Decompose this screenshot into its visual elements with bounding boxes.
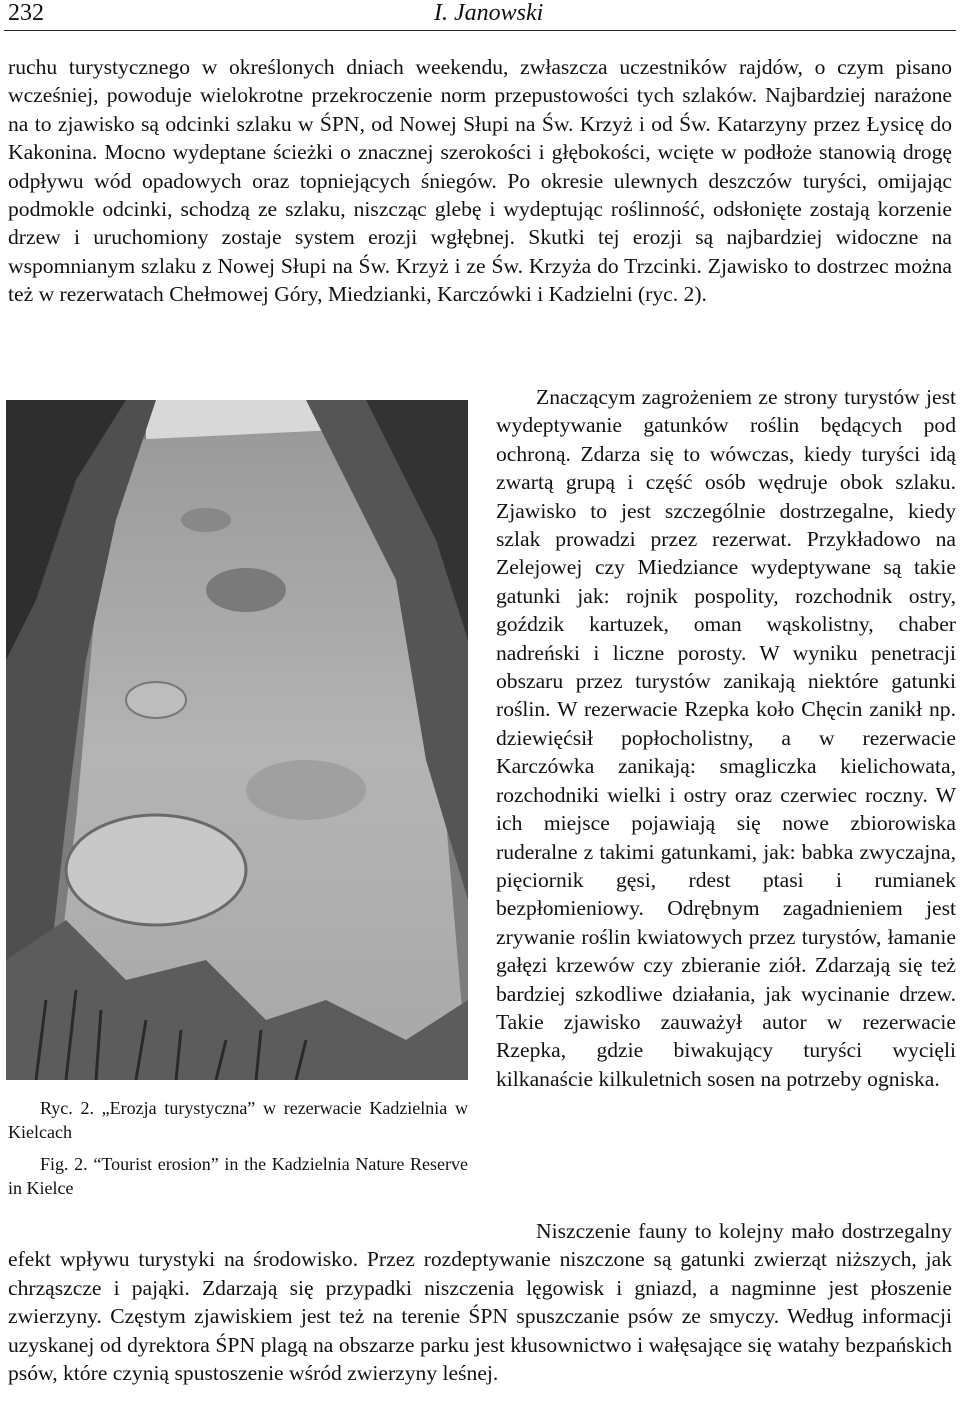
running-head-author: I. Janowski	[434, 0, 544, 26]
paragraph-2: Znaczącym zagrożeniem ze strony turystów jest wydeptywanie gatunków roślin będących pod ochroną. Zdarza się to wówczas, kiedy turyści idą zwartą grupą i część osób wędruje obok szlaku. Zjawisko to jest szczególnie dostrzegalne, kiedy szlak prowadzi przez rezerwat. Przykładowo na Zelejowej czy Miedziance wydeptywane są takie gatunki jak: rojnik pospolity, rozchodnik ostry, goździk kartuzek, oman wąskolistny, chaber nadreński i liczne porosty. W wyniku penetracji obszaru przez turystów zanikają niektóre gatunki roślin. W rezerwacie Rzepka koło Chęcin zanikł np. dziewięćsił popłocholistny, a w rezerwacie Karczówka zanikają: smagliczka kielichowata, rozchodniki wielki i ostry oraz czerwiec roczny. W ich miejsce pojawiają się nowe zbiorowiska ruderalne z takimi gatunkami, jak: babka zwyczajna, pięciornik gęsi, rdest ptasi i rumianek bezpłomieniowy. Odrębnym zagadnieniem jest zrywanie roślin kwiatowych przez turystów, łamanie gałęzi krzewów czy zbieranie ziół. Zdarzają się też bardziej szkodliwe działania, jak wycinanie drzew. Takie zjawisko zauważył autor w rezerwacie Rzepka, gdzie biwakujący turyści wycięli kilkanaście kilkuletnich sosen na potrzeby ogniska.	[496, 385, 956, 1091]
figure-caption-en: Fig. 2. “Tourist erosion” in the Kadzielnia Nature Reserve in Kielce	[8, 1154, 468, 1198]
figure-caption-pl: Ryc. 2. „Erozja turystyczna” w rezerwacie Kadzielnia w Kielcach	[8, 1098, 468, 1142]
erosion-photo	[6, 400, 468, 1080]
paragraph-3: Niszczenie fauny to kolejny mało dostrzegalny efekt wpływu turystyki na środowisko. Przez rozdeptywanie niszczone są gatunki zwierząt niższych, jak chrząszcze i pająki. Zdarzają się przypadki niszczenia lęgowisk i gniazd, a nagminne jest płoszenie zwierzyny. Częstym zjawiskiem jest też na terenie ŚPN spuszczanie psów ze smyczy. Według informacji uzyskanej od dyrektora ŚPN plagą na obszarze parku jest kłusownictwo i wałęsające się watahy bezpańskich psów, które czynią spustoszenie wśród zwierzyny leśnej.	[8, 1219, 952, 1386]
page-header	[4, 0, 956, 31]
page-number: 232	[8, 0, 44, 26]
paragraph-1: ruchu turystycznego w określonych dniach weekendu, zwłaszcza uczestników rajdów, o czym pisano wcześniej, powoduje wielokrotne przekroczenie norm przepustowości tych szlaków. Najbardziej narażone na to zjawisko są odcinki szlaku w ŚPN, od Nowej Słupi na Św. Krzyż i od Św. Katarzyny przez Łysicę do Kakonina. Mocno wydeptane ścieżki o znacznej szerokości i głębokości, wcięte w podłoże stanowią drogę odpływu wód opadowych oraz topniejących śniegów. Po okresie ulewnych deszczów turyści, omijając podmokle odcinki, schodzą ze szlaku, niszcząc glebę i wydeptując roślinność, odsłonięte zostają korzenie drzew i uruchomiony zostaje system erozji wgłębnej. Skutki tej erozji są najbardziej widoczne na wspomnianym szlaku z Nowej Słupi na Św. Krzyż i ze Św. Krzyża do Trzcinki. Zjawisko to dostrzec można też w rezerwatach Chełmowej Góry, Miedzianki, Karczówki i Kadzielni (ryc. 2).	[8, 55, 952, 307]
